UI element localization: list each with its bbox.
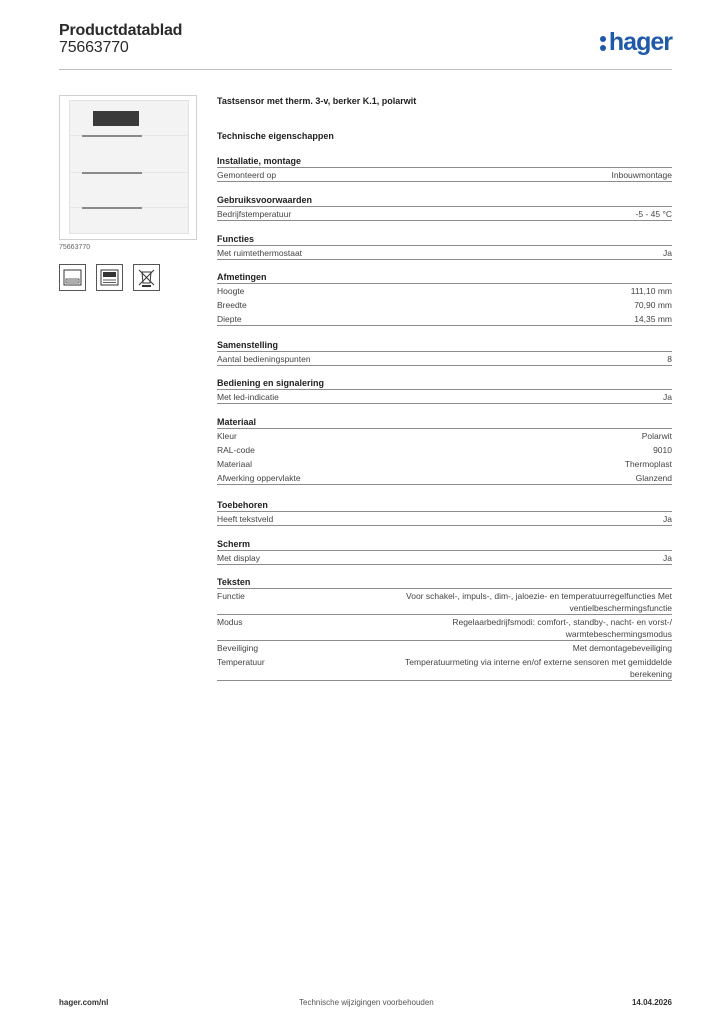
property-label: Materiaal xyxy=(217,459,252,469)
header-divider xyxy=(59,69,672,70)
doc-number: 75663770 xyxy=(59,39,129,56)
display-panel-icon xyxy=(59,264,86,291)
property-value: 70,90 mm xyxy=(634,300,672,310)
section-title: Bediening en signalering xyxy=(217,377,672,390)
certification-icons xyxy=(59,264,160,291)
property-value: Thermoplast xyxy=(624,459,672,469)
property-label: Bedrijfstemperatuur xyxy=(217,209,292,219)
thermostat-display-icon xyxy=(96,264,123,291)
property-row xyxy=(217,312,672,326)
weee-crossed-bin-icon xyxy=(133,264,160,291)
product-description: Tastsensor met therm. 3-v, berker K.1, polarwit xyxy=(217,96,417,106)
section-title: Scherm xyxy=(217,538,672,551)
page-header xyxy=(59,22,672,70)
technical-properties-heading: Technische eigenschappen xyxy=(217,131,334,141)
property-row xyxy=(217,284,672,298)
logo-dots-icon xyxy=(600,32,608,52)
section-materiaal xyxy=(217,416,672,485)
section-title: Teksten xyxy=(217,576,672,589)
property-label: Heeft tekstveld xyxy=(217,514,274,524)
property-value: 9010 xyxy=(653,445,672,455)
section-title: Installatie, montage xyxy=(217,155,672,168)
property-value: Polarwit xyxy=(641,431,672,441)
section-title: Afmetingen xyxy=(217,271,672,284)
device-led-bar xyxy=(82,135,142,137)
property-label: Hoogte xyxy=(217,286,245,296)
property-label: Kleur xyxy=(217,431,237,441)
device-led-bar xyxy=(82,172,142,174)
property-value: Voor schakel-, impuls-, dim-, jaloezie- en temperatuurregelfuncties Met ventielbeschermingsfunctie xyxy=(406,591,672,613)
property-label: Met display xyxy=(217,553,260,563)
device-led-bar xyxy=(82,207,142,209)
property-row xyxy=(217,471,672,485)
section-samenstelling xyxy=(217,339,672,366)
property-label: Functie xyxy=(217,591,245,601)
device-display xyxy=(93,111,139,126)
property-value: 111,10 mm xyxy=(630,286,672,296)
property-value: Temperatuurmeting via interne en/of externe sensoren met gemiddelde berekening xyxy=(405,657,672,679)
footer-disclaimer: Technische wijzigingen voorbehouden xyxy=(299,998,434,1007)
property-label: Temperatuur xyxy=(217,657,265,667)
page-footer xyxy=(59,998,672,1010)
property-value: Ja xyxy=(663,392,672,402)
property-label: Gemonteerd op xyxy=(217,170,277,180)
property-row xyxy=(217,512,672,526)
device-illustration xyxy=(69,100,189,234)
property-row xyxy=(217,298,672,312)
section-bediening xyxy=(217,377,672,404)
section-installatie xyxy=(217,155,672,182)
property-value: Inbouwmontage xyxy=(611,170,672,180)
property-label: RAL-code xyxy=(217,445,255,455)
logo-text: hager xyxy=(608,27,672,56)
property-row xyxy=(217,429,672,443)
property-row xyxy=(217,246,672,260)
property-row xyxy=(217,207,672,221)
property-label: Breedte xyxy=(217,300,247,310)
section-functies xyxy=(217,233,672,260)
property-row xyxy=(217,168,672,182)
hager-logo xyxy=(600,28,672,56)
property-row xyxy=(217,390,672,404)
property-row xyxy=(217,352,672,366)
property-label: Modus xyxy=(217,617,243,627)
property-value: -5 - 45 °C xyxy=(635,209,672,219)
property-value: 14,35 mm xyxy=(634,314,672,324)
footer-date: 14.04.2026 xyxy=(631,998,672,1007)
property-row xyxy=(217,655,672,681)
property-row xyxy=(217,457,672,471)
section-title: Materiaal xyxy=(217,416,672,429)
section-title: Functies xyxy=(217,233,672,246)
property-label: Met led-indicatie xyxy=(217,392,279,402)
section-gebruiksvoorwaarden xyxy=(217,194,672,221)
section-title: Samenstelling xyxy=(217,339,672,352)
section-toebehoren xyxy=(217,499,672,526)
property-row xyxy=(217,641,672,655)
footer-website-link[interactable]: hager.com/nl xyxy=(59,998,109,1007)
property-value: Ja xyxy=(663,248,672,258)
property-value: Glanzend xyxy=(635,473,672,483)
property-value: Met demontagebeveiliging xyxy=(572,643,672,653)
property-label: Afwerking oppervlakte xyxy=(217,473,301,483)
property-value: Ja xyxy=(663,553,672,563)
section-afmetingen xyxy=(217,271,672,326)
property-row xyxy=(217,551,672,565)
property-label: Met ruimtethermostaat xyxy=(217,248,303,258)
image-caption: 75663770 xyxy=(59,244,91,251)
property-value: Regelaarbedrijfsmodi: comfort-, standby-, nacht- en vorst-/ warmtebeschermingsmodus xyxy=(452,617,672,639)
property-label: Beveiliging xyxy=(217,643,259,653)
property-row xyxy=(217,615,672,641)
property-row xyxy=(217,443,672,457)
property-row xyxy=(217,589,672,615)
property-value: 8 xyxy=(667,354,672,364)
section-scherm xyxy=(217,538,672,565)
section-title: Gebruiksvoorwaarden xyxy=(217,194,672,207)
property-value: Ja xyxy=(663,514,672,524)
doc-title: Productdatablad xyxy=(59,22,183,39)
property-label: Aantal bedieningspunten xyxy=(217,354,311,364)
property-label: Diepte xyxy=(217,314,242,324)
section-teksten xyxy=(217,576,672,681)
section-title: Toebehoren xyxy=(217,499,672,512)
product-image xyxy=(59,95,197,240)
